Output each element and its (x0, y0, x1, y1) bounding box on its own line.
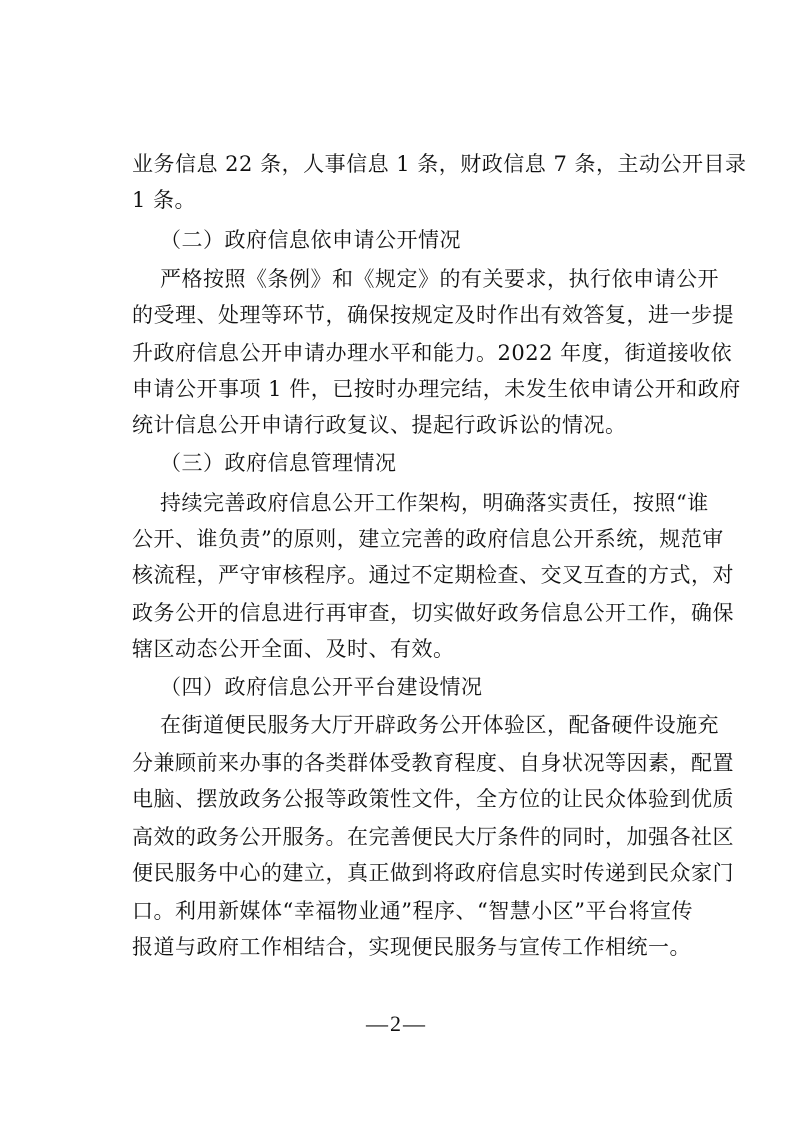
body-line: 公开、谁负责”的原则，建立完善的政府信息公开系统，规范审 (132, 527, 724, 551)
page-number: —2— (366, 1011, 427, 1036)
paragraph-first-line: 在街道便民服务大厅开辟政务公开体验区，配备硬件设施充 (160, 713, 719, 737)
body-line: 辖区动态公开全面、及时、有效。 (132, 637, 455, 661)
body-line: 报道与政府工作相结合，实现便民服务与宣传工作相统一。 (132, 935, 691, 959)
body-line: 分兼顾前来办事的各类群体受教育程度、自身状况等因素，配置 (132, 751, 734, 775)
body-line: 1 条。 (132, 188, 197, 212)
section-heading-3: （三）政府信息管理情况 (160, 451, 397, 475)
body-line: 申请公开事项 1 件，已按时办理完结，未发生依申请公开和政府 (132, 377, 741, 401)
body-line: 核流程，严守审核程序。通过不定期检查、交叉互查的方式，对 (132, 563, 734, 587)
paragraph-first-line: 严格按照《条例》和《规定》的有关要求，执行依申请公开 (160, 267, 719, 291)
body-line: 政务公开的信息进行再审查，切实做好政务信息公开工作，确保 (132, 601, 734, 625)
body-line: 业务信息 22 条，人事信息 1 条，财政信息 7 条，主动公开目录 (132, 152, 747, 176)
body-line: 的受理、处理等环节，确保按规定及时作出有效答复，进一步提 (132, 303, 734, 327)
section-heading-4: （四）政府信息公开平台建设情况 (160, 675, 483, 699)
section-heading-2: （二）政府信息依申请公开情况 (160, 228, 461, 252)
body-line: 高效的政务公开服务。在完善便民大厅条件的同时，加强各社区 (132, 825, 734, 849)
body-line: 电脑、摆放政务公报等政策性文件，全方位的让民众体验到优质 (132, 787, 734, 811)
body-line: 升政府信息公开申请办理水平和能力。2022 年度，街道接收依 (132, 341, 733, 365)
body-line: 统计信息公开申请行政复议、提起行政诉讼的情况。 (132, 413, 627, 437)
body-line: 便民服务中心的建立，真正做到将政府信息实时传递到民众家门 (132, 861, 734, 885)
paragraph-first-line: 持续完善政府信息公开工作架构，明确落实责任，按照“谁 (160, 491, 709, 515)
body-line: 口。利用新媒体“幸福物业通”程序、“智慧小区”平台将宣传 (132, 899, 693, 923)
